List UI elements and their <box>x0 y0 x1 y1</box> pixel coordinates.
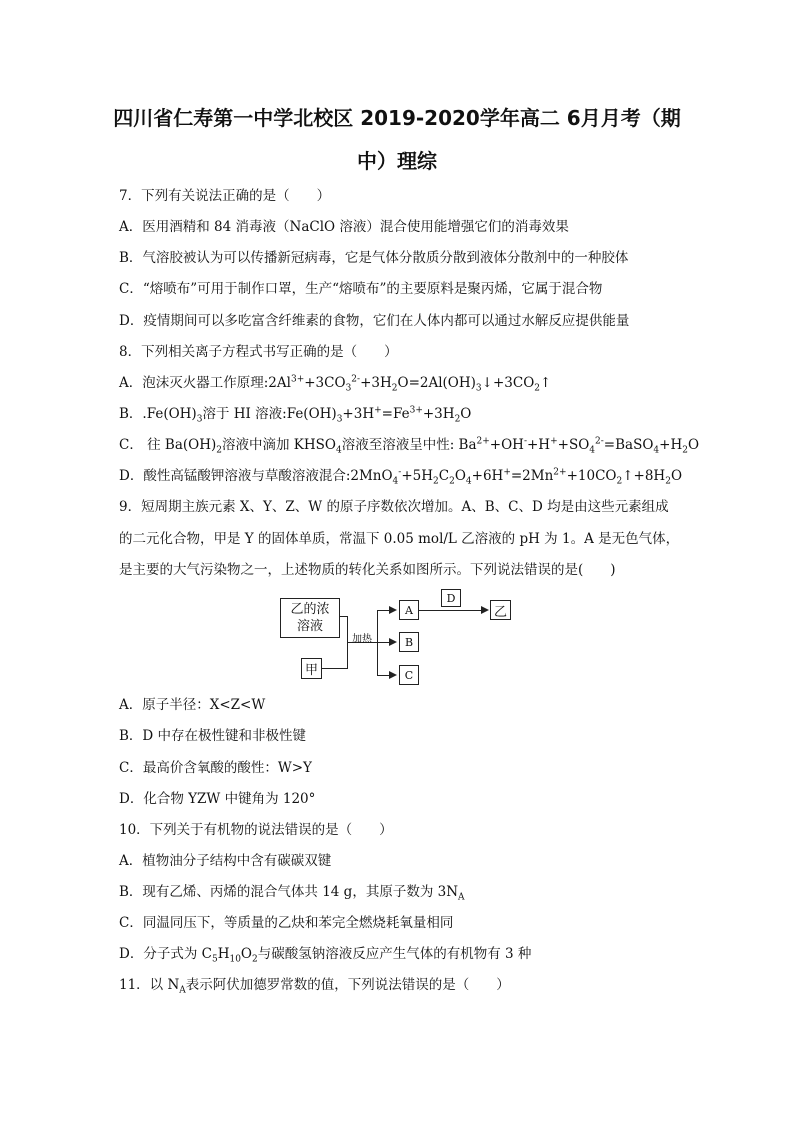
q8-option-d: D．酸性高锰酸钾溶液与草酸溶液混合$:2MnO_4^-+5H_2C_2O_4+6H^+=2Mn^{2+}+10CO_2↑+8H_2O$ <box>119 467 683 487</box>
q9-stem-line-3: 是主要的大气污染物之一，上述物质的转化关系如图所示。下列说法错误的是( ) <box>119 562 616 578</box>
q7-option-a: A．医用酒精和 84 消毒液（NaClO 溶液）混合使用能增强它们的消毒效果 <box>119 219 569 235</box>
q10-stem: 10．下列关于有机物的说法错误的是（ ） <box>119 822 393 838</box>
diagram-wire <box>340 616 347 617</box>
reaction-flow-diagram <box>275 586 515 690</box>
q9-option-a: A．原子半径：X<Z<W <box>119 697 266 713</box>
diagram-arrow-to-product <box>419 610 481 611</box>
page-title-line-2: 中）理综 <box>357 149 437 173</box>
q9-option-d: D．化合物 YZW 中键角为 120° <box>119 791 316 807</box>
q7-stem: 7．下列有关说法正确的是（ ） <box>119 188 331 204</box>
q10-option-c: C．同温同压下，等质量的乙炔和苯完全燃烧耗氧量相同 <box>119 915 454 931</box>
q9-stem-line-1: 9．短周期主族元素 X、Y、Z、W 的原子序数依次增加。A、B、C、D 均是由这些元素组成 <box>119 499 669 515</box>
diagram-box-b: B <box>399 632 419 652</box>
diagram-box-c: C <box>399 665 419 685</box>
diagram-wire <box>322 668 347 669</box>
q7-option-c: C．“熔喷布”可用于制作口罩，生产“熔喷布”的主要原料是聚丙烯，它属于混合物 <box>119 281 603 297</box>
diagram-box-product: 乙 <box>490 600 511 620</box>
page-title-line-1: 四川省仁寿第一中学北校区 2019-2020学年高二 6月月考（期 <box>113 106 681 130</box>
diagram-heat-label: 加热 <box>352 634 372 645</box>
q11-stem: 11．以 $N_A$表示阿伏加德罗常数的值，下列说法错误的是（ ） <box>119 977 510 996</box>
diagram-arrow-a <box>377 610 389 611</box>
diagram-arrowhead <box>389 606 397 614</box>
q10-option-a: A．植物油分子结构中含有碳碳双键 <box>119 853 332 869</box>
q8-option-a: A．泡沫灭火器工作原理$:2Al^{3+}+3CO_3^{2-}+3H_2O=2Al(OH)_3↓+3CO_2↑$ <box>119 374 552 394</box>
diagram-box-concentrated-solution-line-1: 乙的浓 <box>290 602 330 617</box>
q8-stem: 8．下列相关离子方程式书写正确的是（ ） <box>119 344 398 360</box>
q9-option-c: C．最高价含氧酸的酸性：W>Y <box>119 760 312 776</box>
diagram-box-concentrated-solution-line-2: 溶液 <box>296 619 323 634</box>
diagram-box-concentrated-solution <box>280 598 340 638</box>
q7-option-b: B．气溶胶被认为可以传播新冠病毒，它是气体分散质分散到液体分散剂中的一种胶体 <box>119 250 629 266</box>
q8-option-b: B．$.Fe(OH)_3$溶于 HI 溶液$:Fe(OH)_3+3H^+=Fe^{3+}+3H_2O$ <box>119 405 472 425</box>
diagram-box-a: A <box>399 600 419 620</box>
diagram-arrow-b <box>377 642 389 643</box>
diagram-box-jia: 甲 <box>301 658 322 679</box>
q10-option-b: B．现有乙烯、丙烯的混合气体共 14 g，其原子数为 $3N_A$ <box>119 884 465 903</box>
q9-option-b: B．D 中存在极性键和非极性键 <box>119 728 307 744</box>
diagram-arrowhead <box>389 638 397 646</box>
diagram-box-d: D <box>441 589 461 607</box>
q8-option-c: C． 往 $Ba(OH)_2$溶液中滴加 $KHSO_4$溶液至溶液呈中性: $Ba^{2+}+OH^-+H^++SO_4^{2-}=BaSO_4+H_2O$ <box>119 436 700 456</box>
diagram-arrowhead <box>481 606 489 614</box>
q10-option-d: D．分子式为 $C_5H_{10}O_2$与碳酸氢钠溶液反应产生气体的有机物有 3 种 <box>119 946 532 965</box>
q9-stem-line-2: 的二元化合物，甲是 Y 的固体单质，常温下 0.05 mol/L 乙溶液的 pH 为 1。A 是无色气体， <box>119 531 680 547</box>
diagram-arrowhead <box>389 671 397 679</box>
diagram-arrow-c <box>377 675 389 676</box>
q7-option-d: D．疫情期间可以多吃富含纤维素的食物，它们在人体内都可以通过水解反应提供能量 <box>119 313 630 329</box>
